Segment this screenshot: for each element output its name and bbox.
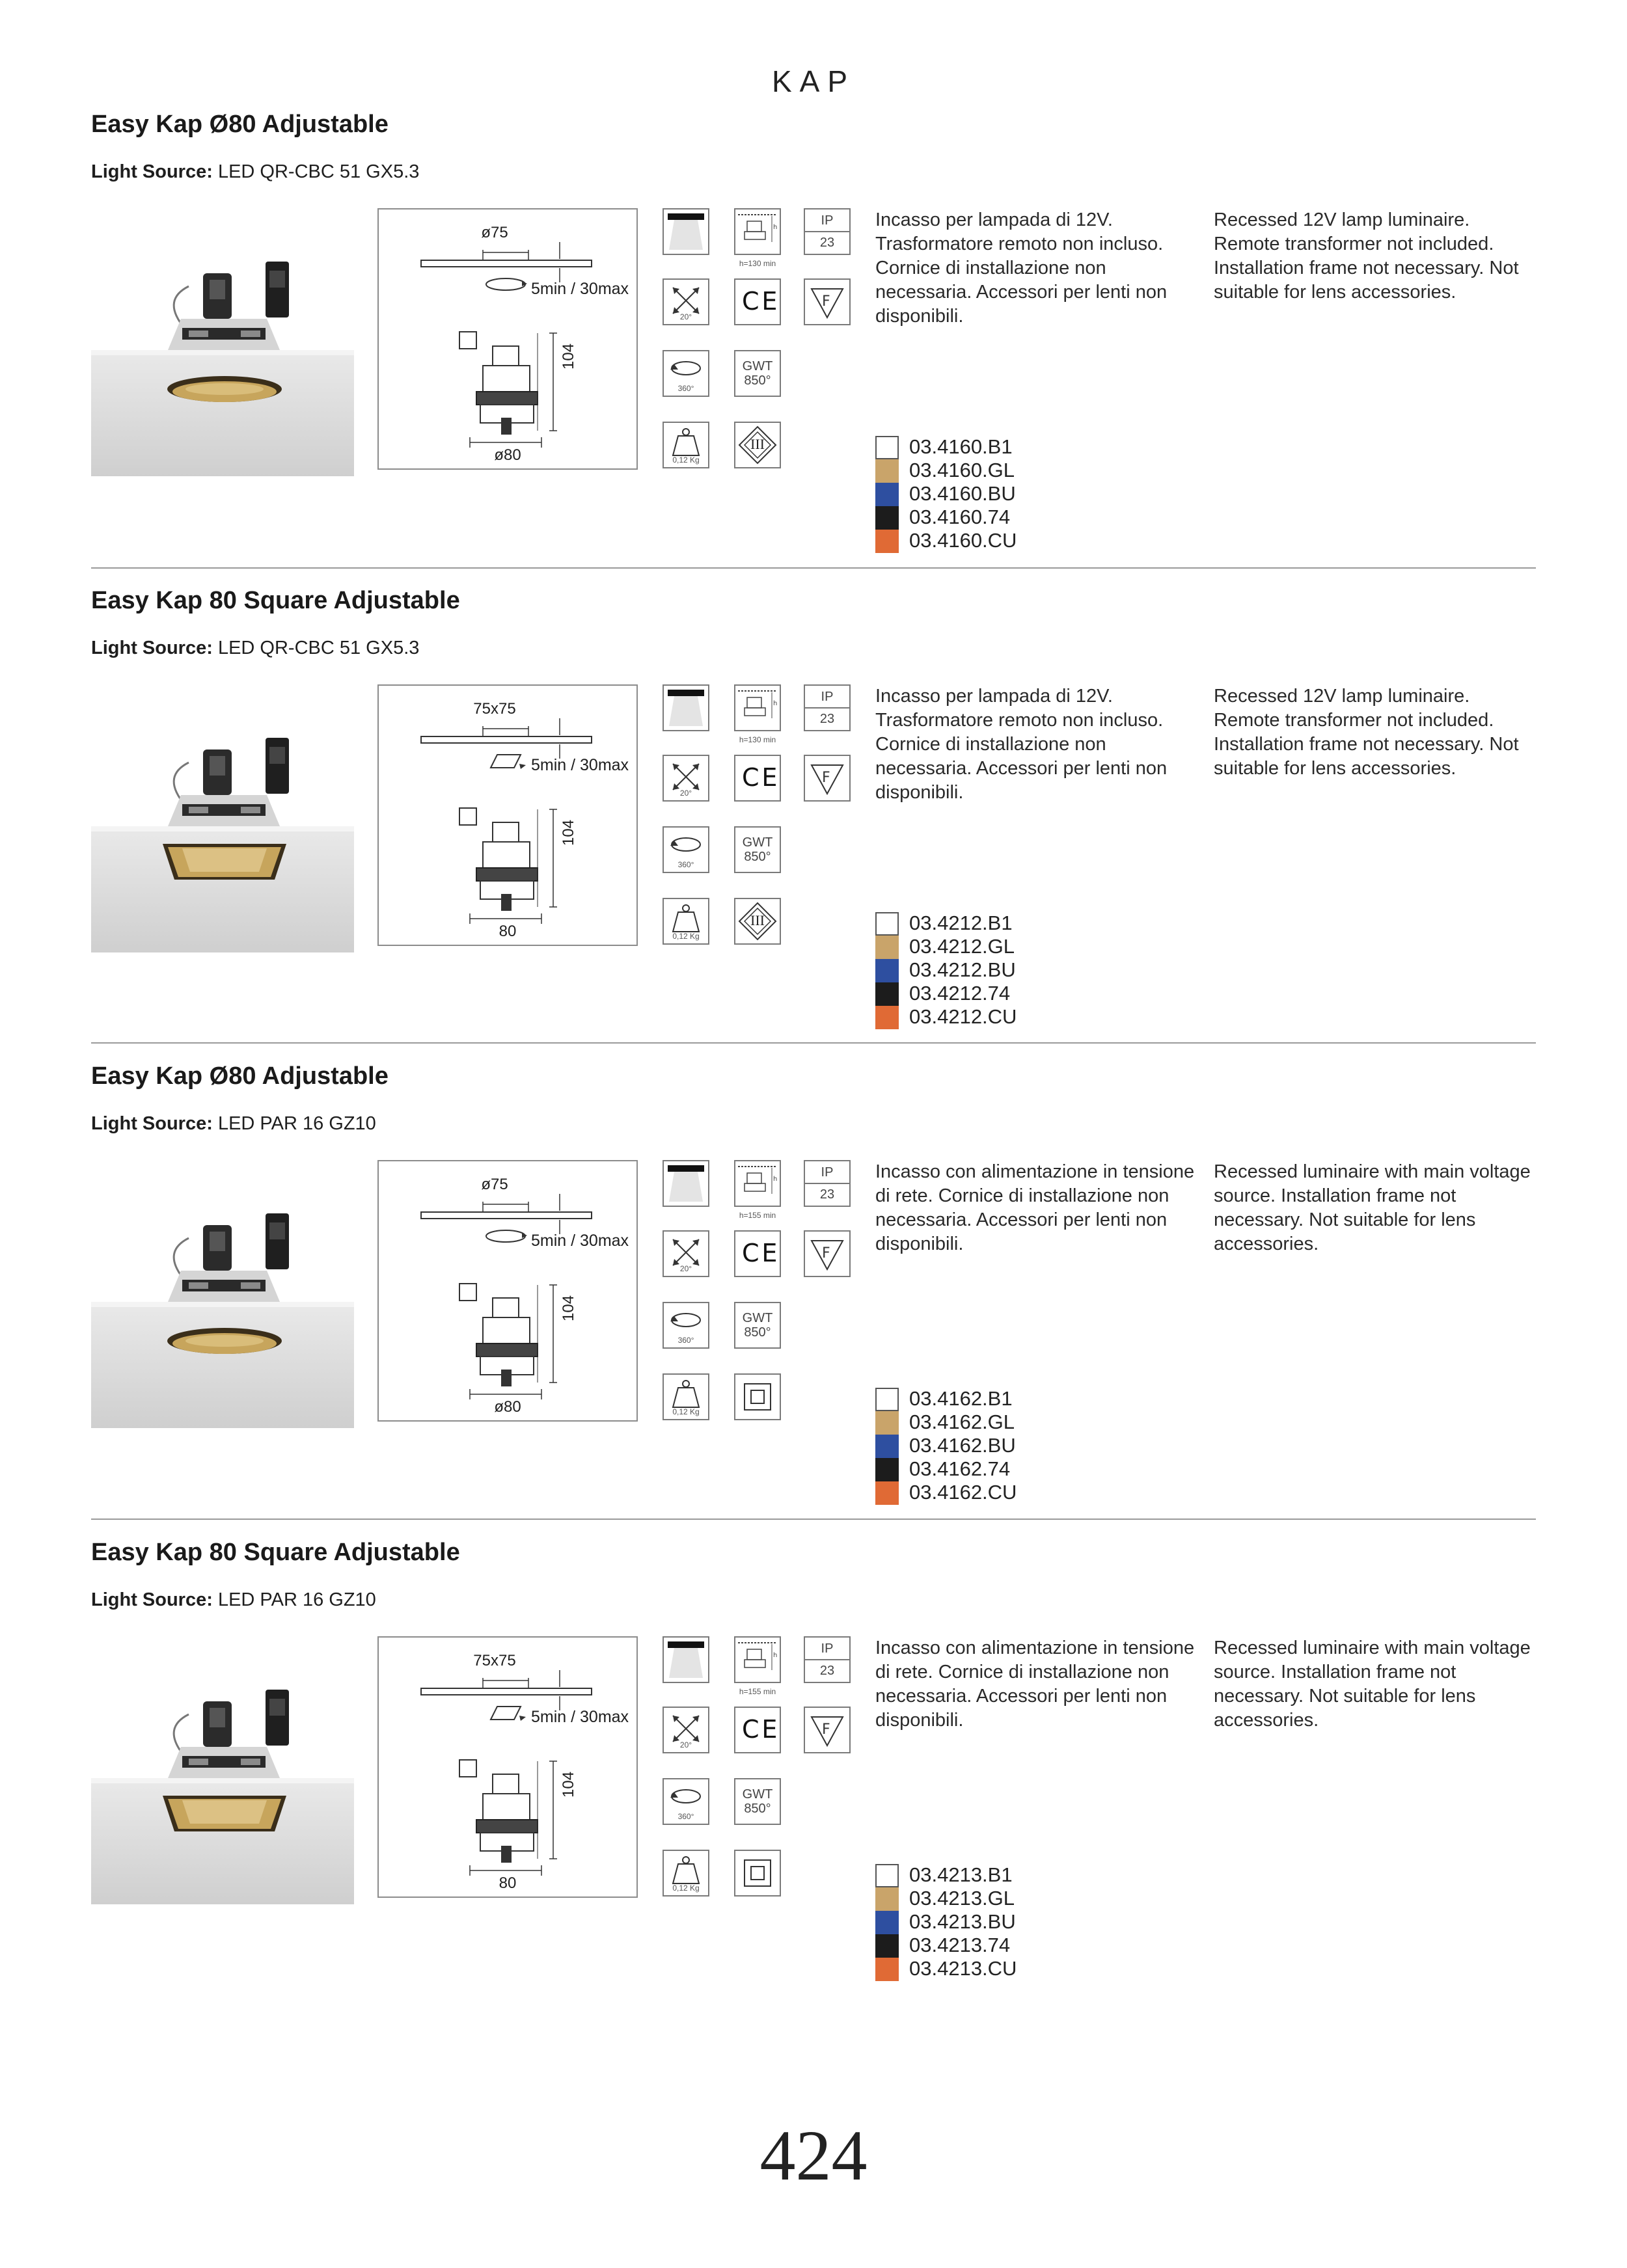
- color-swatch: [875, 1411, 899, 1435]
- ce-mark-icon: [734, 1707, 781, 1753]
- dimension-thickness: 5min / 30max: [531, 1708, 629, 1726]
- finish-code: 03.4162.74: [909, 1457, 1011, 1480]
- color-swatch: [875, 912, 899, 936]
- color-swatch: [875, 1864, 899, 1887]
- f-mark-icon: [804, 1707, 851, 1753]
- finish-code: 03.4162.B1: [909, 1387, 1013, 1410]
- dimension-bottom: 80: [499, 923, 517, 940]
- finish-code: 03.4160.BU: [909, 482, 1016, 505]
- weight-caption: 0,12 Kg: [672, 932, 700, 941]
- section-divider: [91, 1042, 1536, 1044]
- dimension-top: 75x75: [473, 1652, 516, 1669]
- class-ii-icon: [734, 1373, 781, 1420]
- product-section: [91, 1539, 1536, 2014]
- svg-text:h: h: [773, 700, 778, 707]
- finish-code: 03.4213.CU: [909, 1957, 1017, 1980]
- product-section: [91, 587, 1536, 1062]
- ip-label: IP: [805, 213, 849, 232]
- adjust-rotation-icon: [483, 1226, 528, 1249]
- color-swatch: [875, 530, 899, 553]
- color-swatch: [875, 483, 899, 506]
- class-mark-label: III: [750, 912, 765, 928]
- dimension-height: 104: [560, 1295, 577, 1321]
- ip-label: IP: [805, 1641, 849, 1660]
- finish-code: 03.4213.74: [909, 1934, 1011, 1956]
- tilt-angle-caption: 20°: [679, 789, 692, 798]
- product-title: Easy Kap 80 Square Adjustable: [91, 587, 460, 614]
- color-swatch: [875, 1481, 899, 1505]
- product-title: Easy Kap 80 Square Adjustable: [91, 1539, 460, 1566]
- gwt-value: 850°: [744, 373, 771, 388]
- color-swatch: [875, 1435, 899, 1458]
- finish-code: 03.4160.GL: [909, 459, 1015, 481]
- weight-caption: 0,12 Kg: [672, 1407, 700, 1416]
- finish-code: 03.4213.GL: [909, 1887, 1015, 1910]
- beam-icon: [663, 208, 709, 255]
- color-swatch: [875, 1958, 899, 1981]
- class-iii-icon: [734, 898, 781, 945]
- dimension-bottom: ø80: [494, 446, 521, 464]
- recess-height-icon: [734, 1160, 781, 1207]
- f-mark-icon: [804, 1230, 851, 1277]
- description-italian: Incasso per lampada di 12V. Trasformatore remoto non incluso. Cornice di installazione non necessaria. Accessori per lenti non disponibili.: [875, 686, 1168, 803]
- light-source-value: LED QR-CBC 51 GX5.3: [212, 161, 420, 182]
- glow-wire-icon: [734, 1302, 781, 1349]
- dimension-bottom: ø80: [494, 1398, 521, 1416]
- gwt-label: GWT: [742, 1787, 773, 1802]
- svg-text:F: F: [822, 1721, 830, 1738]
- finish-code: 03.4212.BU: [909, 958, 1016, 981]
- recess-height-caption: h=155 min: [739, 1211, 776, 1220]
- weight-caption: 0,12 Kg: [672, 1883, 700, 1893]
- svg-text:F: F: [822, 770, 830, 786]
- dimension-height: 104: [560, 819, 577, 846]
- ce-mark-icon: [734, 1230, 781, 1277]
- recess-height-caption: h=130 min: [739, 735, 776, 744]
- tilt-angle-caption: 20°: [679, 1264, 692, 1273]
- rotation-360-caption: 360°: [677, 384, 694, 393]
- dimension-top: 75x75: [473, 700, 516, 718]
- page-number: 424: [759, 2116, 868, 2195]
- ip-rating-icon: [804, 684, 851, 731]
- color-swatch: [875, 436, 899, 459]
- light-source: [91, 1589, 376, 1611]
- technical-drawing: [377, 1160, 638, 1422]
- light-source: [91, 1113, 376, 1135]
- light-source-value: LED QR-CBC 51 GX5.3: [212, 638, 420, 658]
- dimension-top: ø75: [481, 1176, 508, 1193]
- svg-text:h: h: [773, 1176, 778, 1183]
- weight-caption: 0,12 Kg: [672, 455, 700, 465]
- beam-icon: [663, 1636, 709, 1683]
- color-swatch: [875, 982, 899, 1006]
- glow-wire-icon: [734, 350, 781, 397]
- ip-value: 23: [819, 1187, 835, 1202]
- color-swatch: [875, 1458, 899, 1481]
- ip-rating-icon: [804, 208, 851, 255]
- svg-text:h: h: [773, 1652, 778, 1659]
- glow-wire-icon: [734, 1778, 781, 1825]
- product-photo: [91, 1636, 354, 1904]
- gwt-label: GWT: [742, 1311, 773, 1325]
- color-swatch: [875, 1911, 899, 1934]
- product-photo: [91, 684, 354, 952]
- light-source-value: LED PAR 16 GZ10: [212, 1589, 376, 1610]
- color-swatch: [875, 959, 899, 982]
- rotation-360-caption: 360°: [677, 1336, 694, 1345]
- finish-code: 03.4212.B1: [909, 911, 1013, 934]
- svg-text:C E: C E: [742, 1239, 778, 1267]
- color-swatch: [875, 1934, 899, 1958]
- description-english: Recessed luminaire with main voltage source. Installation frame not necessary. Not suitable for lens accessories.: [1214, 1638, 1531, 1731]
- beam-icon: [663, 684, 709, 731]
- finish-code: 03.4160.74: [909, 506, 1011, 528]
- section-divider: [91, 567, 1536, 569]
- ip-rating-icon: [804, 1160, 851, 1207]
- recess-height-caption: h=130 min: [739, 259, 776, 268]
- ip-value: 23: [819, 236, 835, 250]
- technical-drawing: [377, 1636, 638, 1898]
- color-swatch: [875, 1006, 899, 1029]
- dimension-height: 104: [560, 343, 577, 370]
- class-ii-icon: [734, 1850, 781, 1897]
- svg-text:C E: C E: [742, 1715, 778, 1744]
- color-swatch: [875, 1887, 899, 1911]
- adjust-rotation-icon: [483, 275, 528, 297]
- finish-code: 03.4213.BU: [909, 1910, 1016, 1933]
- section-divider: [91, 1519, 1536, 1520]
- description-italian: Incasso con alimentazione in tensione di rete. Cornice di installazione non necessaria. Accessori per lenti non disponibili.: [875, 1161, 1195, 1254]
- product-section: [91, 1062, 1536, 1537]
- light-source: [91, 638, 419, 659]
- description-english: Recessed luminaire with main voltage source. Installation frame not necessary. Not suitable for lens accessories.: [1214, 1161, 1531, 1254]
- tilt-angle-caption: 20°: [679, 1740, 692, 1749]
- dimension-thickness: 5min / 30max: [531, 280, 629, 298]
- svg-text:C E: C E: [742, 763, 778, 792]
- brand-title: KAP: [771, 64, 856, 98]
- finish-code: 03.4160.B1: [909, 435, 1013, 458]
- color-swatch: [875, 459, 899, 483]
- f-mark-icon: [804, 755, 851, 802]
- technical-drawing: [377, 684, 638, 946]
- ip-label: IP: [805, 1165, 849, 1184]
- dimension-top: ø75: [481, 224, 508, 241]
- glow-wire-icon: [734, 826, 781, 873]
- finish-code: 03.4212.CU: [909, 1005, 1017, 1028]
- finish-code: 03.4162.CU: [909, 1481, 1017, 1504]
- svg-text:F: F: [822, 293, 830, 310]
- dimension-thickness: 5min / 30max: [531, 756, 629, 774]
- finish-code: 03.4212.GL: [909, 935, 1015, 958]
- f-mark-icon: [804, 278, 851, 325]
- svg-text:F: F: [822, 1245, 830, 1262]
- product-title: Easy Kap Ø80 Adjustable: [91, 1062, 389, 1090]
- beam-icon: [663, 1160, 709, 1207]
- color-swatch: [875, 936, 899, 959]
- rotation-360-caption: 360°: [677, 860, 694, 869]
- description-english: Recessed 12V lamp luminaire. Remote transformer not included. Installation frame not necessary. Not suitable for lens accessories.: [1214, 686, 1519, 779]
- class-iii-icon: [734, 422, 781, 468]
- light-source: [91, 161, 419, 183]
- product-photo: [91, 1160, 354, 1428]
- gwt-value: 850°: [744, 1802, 771, 1816]
- light-source-label: Light Source:: [91, 638, 213, 658]
- description-italian: Incasso con alimentazione in tensione di rete. Cornice di installazione non necessaria. Accessori per lenti non disponibili.: [875, 1638, 1195, 1731]
- product-section: [91, 111, 1536, 586]
- ce-mark-icon: [734, 278, 781, 325]
- light-source-value: LED PAR 16 GZ10: [212, 1113, 376, 1134]
- recess-height-icon: [734, 684, 781, 731]
- ip-value: 23: [819, 712, 835, 726]
- class-mark-label: III: [750, 436, 765, 452]
- adjust-rotation-icon: [483, 751, 528, 774]
- light-source-label: Light Source:: [91, 161, 213, 182]
- svg-text:C E: C E: [742, 287, 778, 316]
- color-swatch: [875, 506, 899, 530]
- gwt-value: 850°: [744, 1325, 771, 1340]
- product-title: Easy Kap Ø80 Adjustable: [91, 111, 389, 138]
- dimension-height: 104: [560, 1771, 577, 1798]
- finish-code: 03.4162.BU: [909, 1434, 1016, 1457]
- svg-text:h: h: [773, 224, 778, 231]
- recess-height-icon: [734, 1636, 781, 1683]
- description-italian: Incasso per lampada di 12V. Trasformatore remoto non incluso. Cornice di installazione non necessaria. Accessori per lenti non disponibili.: [875, 209, 1168, 327]
- product-photo: [91, 208, 354, 476]
- finish-code: 03.4162.GL: [909, 1411, 1015, 1433]
- rotation-360-caption: 360°: [677, 1812, 694, 1821]
- tilt-angle-caption: 20°: [679, 312, 692, 321]
- ip-value: 23: [819, 1664, 835, 1678]
- light-source-label: Light Source:: [91, 1589, 213, 1610]
- color-swatch: [875, 1388, 899, 1411]
- dimension-bottom: 80: [499, 1874, 517, 1892]
- gwt-label: GWT: [742, 835, 773, 850]
- description-english: Recessed 12V lamp luminaire. Remote transformer not included. Installation frame not necessary. Not suitable for lens accessories.: [1214, 209, 1519, 303]
- ce-mark-icon: [734, 755, 781, 802]
- finish-code: 03.4213.B1: [909, 1863, 1013, 1886]
- dimension-thickness: 5min / 30max: [531, 1232, 629, 1250]
- ip-label: IP: [805, 690, 849, 709]
- light-source-label: Light Source:: [91, 1113, 213, 1134]
- finish-code: 03.4212.74: [909, 982, 1011, 1005]
- ip-rating-icon: [804, 1636, 851, 1683]
- finish-code: 03.4160.CU: [909, 529, 1017, 552]
- recess-height-icon: [734, 208, 781, 255]
- technical-drawing: [377, 208, 638, 470]
- recess-height-caption: h=155 min: [739, 1687, 776, 1696]
- adjust-rotation-icon: [483, 1703, 528, 1725]
- gwt-label: GWT: [742, 359, 773, 373]
- gwt-value: 850°: [744, 850, 771, 864]
